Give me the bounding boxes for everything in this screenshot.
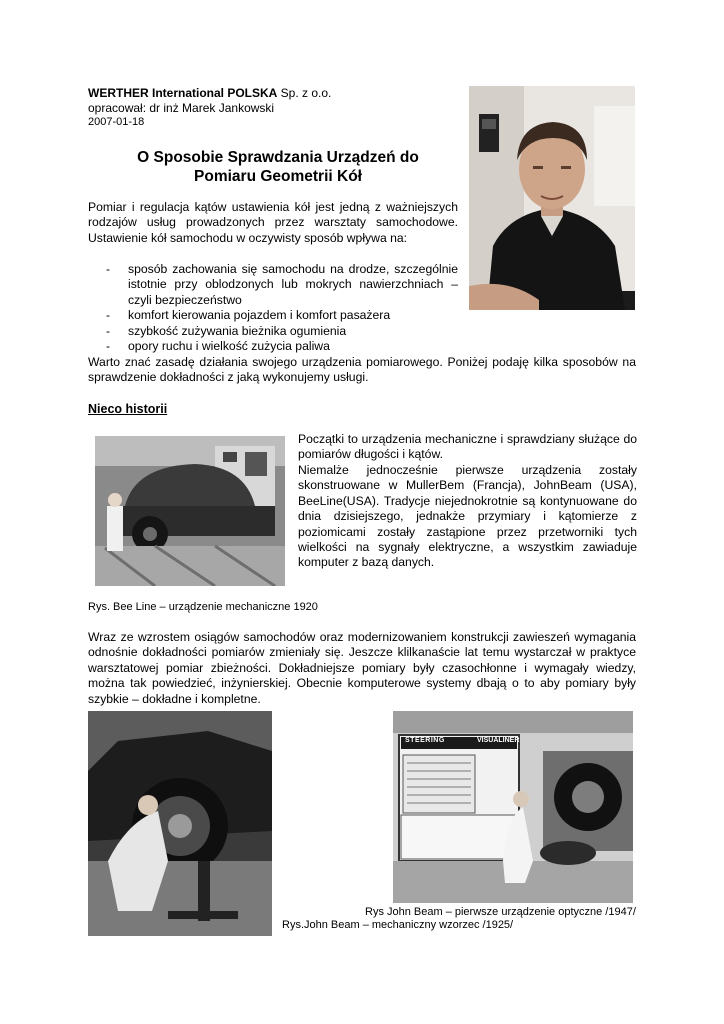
closing-paragraph: Warto znać zasadę działania swojego urządzenia pomiarowego. Poniżej podaję kilka sposobów na sprawdzenie dokładności z jaką wykonujemy usługi. <box>88 355 636 385</box>
caption-beeline: Rys. Bee Line – urządzenie mechaniczne 1920 <box>88 601 318 613</box>
section-heading-history: Nieco historii <box>88 402 168 416</box>
history-paragraph-3: Wraz ze wzrostem osiągów samochodów oraz modernizowaniem konstrukcji zawieszeń wymagania odnośnie dokładności pomiarów zmieniały się. Jeszcze klilkanaście lat temu wystarczał w praktyce warsztatowej pomiar zbieżności. Dokładniejsze pomiary były czasochłonne i wymagały wiedzy, można tak powiedzieć, inżynierskiej. Obecnie komputerowe systemy dbają o to aby pomiary były szybkie – dokładne i kompletne. <box>88 630 636 706</box>
johnbeam-mechanical-photo <box>88 711 272 936</box>
list-item-text: sposób zachowania się samochodu na drodze, szczególnie istotnie przy oblodzonych lub mokrych nawierzchniach – czyli bezpieczeństwo <box>128 262 458 307</box>
title-line-1: O Sposobie Sprawdzania Urządzeń do <box>137 149 419 166</box>
johnbeam-optical-photo <box>393 711 633 903</box>
caption-optical: Rys John Beam – pierwsze urządzenie optyczne /1947/ <box>365 906 636 918</box>
machine-sign-steering: STEERING <box>405 737 445 744</box>
bullet-marker: - <box>106 323 111 338</box>
bullet-marker: - <box>106 308 111 323</box>
author-line: opracował: dr inż Marek Jankowski <box>88 101 275 115</box>
title-line-2: Pomiaru Geometrii Kół <box>194 168 362 185</box>
company-line <box>88 86 331 100</box>
page-title <box>88 148 468 186</box>
list-item <box>88 262 458 308</box>
list-item-text: opory ruchu i wielkość zużycia paliwa <box>128 339 330 354</box>
list-item <box>88 324 458 339</box>
list-item-text: szybkość zużywania bieżnika ogumienia <box>128 323 347 338</box>
company-name: WERTHER International POLSKA <box>88 86 278 100</box>
author-portrait-photo <box>469 86 635 310</box>
list-item <box>88 339 458 354</box>
list-item-text: komfort kierowania pojazdem i komfort pasażera <box>128 308 391 323</box>
bullet-marker: - <box>106 339 111 354</box>
company-suffix: Sp. z o.o. <box>277 86 332 100</box>
history-paragraph-1: Początki to urządzenia mechaniczne i sprawdziany służące do pomiarów długości i kątów. <box>298 432 637 462</box>
list-item <box>88 308 458 323</box>
machine-sign-visualiner: VISUALINER <box>477 737 520 744</box>
beeline-photo <box>95 436 285 586</box>
history-paragraph-2: Niemalże jednocześnie pierwsze urządzenia zostały skonstruowane w MullerBem (Francja), JohnBeam (USA), BeeLine(USA). Tradycje niejednokrotnie są kontynuowane do dnia dzisiejszego, jednakże przymiary i kątomierze z poziomicami zostały zastąpione przez przetworniki tych wielkości na sygnały elektryczne, a wszystkim zawiaduje komputer z bazą danych. <box>298 463 637 570</box>
caption-mechanical: Rys.John Beam – mechaniczny wzorzec /1925/ <box>282 919 514 931</box>
document-date: 2007-01-18 <box>88 116 145 128</box>
influence-list <box>88 262 458 354</box>
bullet-marker: - <box>106 262 111 276</box>
intro-paragraph: Pomiar i regulacja kątów ustawienia kół jest jedną z ważniejszych rodzajów usług prowadzonych przez warsztaty samochodowe. Ustawienie kół samochodu w oczywisty sposób wpływa na: <box>88 200 458 245</box>
